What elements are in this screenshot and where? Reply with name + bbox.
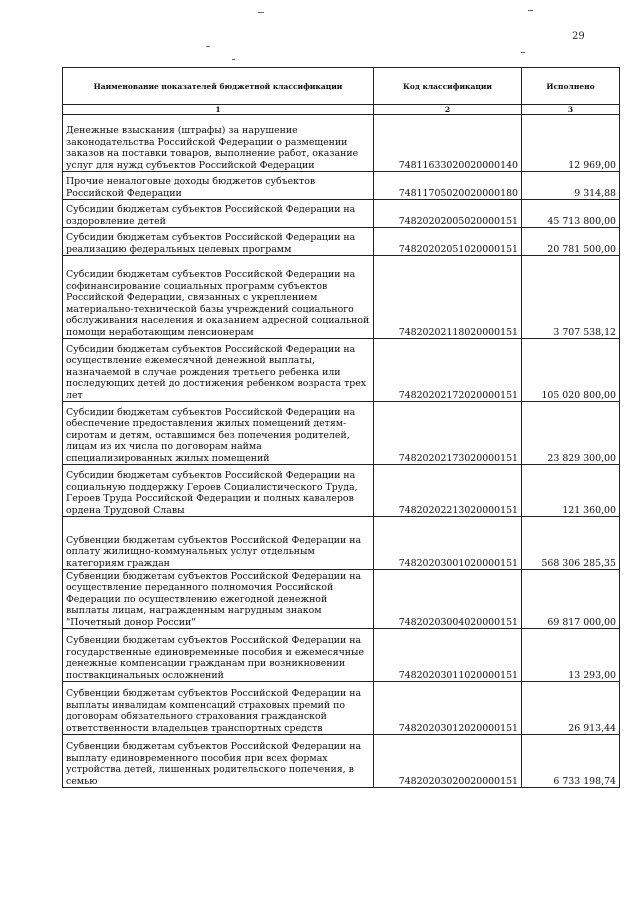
row-code: 74820202118020000151 (374, 256, 522, 339)
row-code: 74820203020020000151 (374, 735, 522, 788)
row-code: 74820203011020000151 (374, 629, 522, 682)
row-name: Субсидии бюджетам субъектов Российской Федерации на софинансирование социальных программ субъектов Российской Федерации, связанных с укреплением материально-технической базы учреждений социального обслуживания населения и оказанием адресной социальной помощи неработающим пенсионерам (63, 256, 374, 339)
row-name: Субсидии бюджетам субъектов Российской Федерации на социальную поддержку Героев Социалистического Труда, Героев Труда Российской Федерации и полных кавалеров ордена Трудовой Славы (63, 465, 374, 517)
table-row (63, 256, 620, 339)
header-amount: Исполнено (522, 68, 620, 105)
row-amount: 6 733 198,74 (522, 735, 620, 788)
row-amount: 13 293,00 (522, 629, 620, 682)
row-code: 74820202051020000151 (374, 228, 522, 256)
row-name: Субвенции бюджетам субъектов Российской Федерации на государственные единовременные пособия и ежемесячные денежные компенсации гражданам при возникновении поствакцинальных осложнений (63, 629, 374, 682)
row-code: 74820203001020000151 (374, 517, 522, 570)
table-header-row (63, 68, 620, 105)
row-amount: 3 707 538,12 (522, 256, 620, 339)
column-number: 1 (63, 105, 374, 115)
row-name: Прочие неналоговые доходы бюджетов субъектов Российской Федерации (63, 172, 374, 200)
table-row (63, 115, 620, 172)
scan-speck (528, 10, 533, 11)
column-number-row (63, 105, 620, 115)
row-amount: 26 913,44 (522, 682, 620, 735)
table-row (63, 629, 620, 682)
row-name: Субвенции бюджетам субъектов Российской Федерации на выплату единовременного пособия при всех формах устройства детей, лишенных родительского попечения, в семью (63, 735, 374, 788)
scan-speck (521, 52, 525, 53)
row-amount: 69 817 000,00 (522, 570, 620, 629)
scan-speck (232, 59, 235, 60)
row-code: 74811705020020000180 (374, 172, 522, 200)
table-row (63, 402, 620, 465)
row-code: 74811633020020000140 (374, 115, 522, 172)
table-row (63, 570, 620, 629)
page-number: 29 (572, 31, 585, 42)
row-code: 74820203012020000151 (374, 682, 522, 735)
scan-speck (258, 12, 264, 13)
table-row (63, 735, 620, 788)
row-code: 74820202172020000151 (374, 339, 522, 402)
row-code: 74820202213020000151 (374, 465, 522, 517)
row-amount: 9 314,88 (522, 172, 620, 200)
table-row (63, 172, 620, 200)
row-name: Субсидии бюджетам субъектов Российской Федерации на реализацию федеральных целевых программ (63, 228, 374, 256)
row-amount: 23 829 300,00 (522, 402, 620, 465)
budget-classification-table (62, 67, 620, 788)
table-row (63, 339, 620, 402)
header-name: Наименование показателей бюджетной классификации (63, 68, 374, 105)
row-code: 74820202005020000151 (374, 200, 522, 228)
row-name: Субсидии бюджетам субъектов Российской Федерации на обеспечение предоставления жилых помещений детям-сиротам и детям, оставшимся без попечения родителей, лицам из их числа по договорам найма специализированных жилых помещений (63, 402, 374, 465)
row-name: Субвенции бюджетам субъектов Российской Федерации на оплату жилищно-коммунальных услуг отдельным категориям граждан (63, 517, 374, 570)
table-row (63, 517, 620, 570)
row-name: Денежные взыскания (штрафы) за нарушение законодательства Российской Федерации о размещении заказов на поставки товаров, выполнение работ, оказание услуг для нужд субъектов Российской Федерации (63, 115, 374, 172)
row-amount: 105 020 800,00 (522, 339, 620, 402)
row-amount: 45 713 800,00 (522, 200, 620, 228)
row-amount: 121 360,00 (522, 465, 620, 517)
row-name: Субвенции бюджетам субъектов Российской Федерации на выплаты инвалидам компенсаций страховых премий по договорам обязательного страхования гражданской ответственности владельцев транспортных средств (63, 682, 374, 735)
table-row (63, 465, 620, 517)
header-code: Код классификации (374, 68, 522, 105)
row-code: 74820203004020000151 (374, 570, 522, 629)
row-amount: 568 306 285,35 (522, 517, 620, 570)
table-row (63, 682, 620, 735)
row-amount: 20 781 500,00 (522, 228, 620, 256)
table-row (63, 200, 620, 228)
row-code: 74820202173020000151 (374, 402, 522, 465)
scan-speck (206, 46, 210, 47)
row-name: Субсидии бюджетам субъектов Российской Федерации на оздоровление детей (63, 200, 374, 228)
column-number: 3 (522, 105, 620, 115)
table-row (63, 228, 620, 256)
row-name: Субсидии бюджетам субъектов Российской Федерации на осуществление ежемесячной денежной выплаты, назначаемой в случае рождения третьего ребенка или последующих детей до достижения ребенком возраста трех лет (63, 339, 374, 402)
row-name: Субвенции бюджетам субъектов Российской Федерации на осуществление переданного полномочия Российской Федерации по осуществлению ежегодной денежной выплаты лицам, награжденным нагрудным знаком "Почетный донор России" (63, 570, 374, 629)
row-amount: 12 969,00 (522, 115, 620, 172)
column-number: 2 (374, 105, 522, 115)
